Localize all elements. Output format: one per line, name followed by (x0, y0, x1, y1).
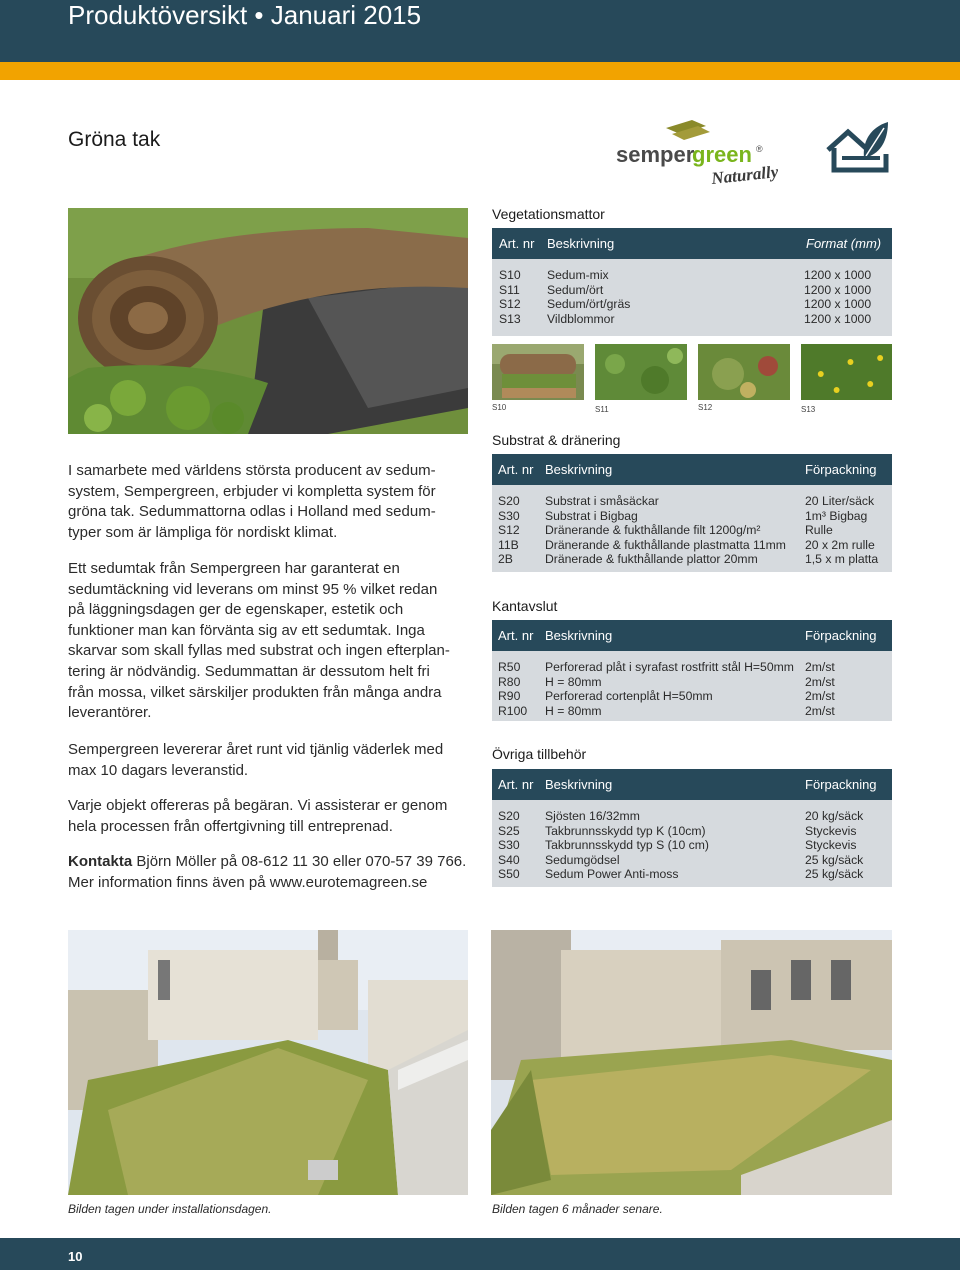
col-art-nr: Art. nr (499, 236, 535, 251)
delivery-paragraph (68, 740, 470, 781)
text-line: max 10 dagars leveranstid. (68, 761, 249, 779)
table-header (492, 228, 892, 259)
col-format: Format (mm) (806, 236, 882, 251)
cell-art: R50 (498, 660, 521, 674)
cell-art: S40 (498, 852, 520, 867)
cell-desc: Sedum Power Anti-moss (545, 867, 679, 882)
accent-stripe (0, 62, 960, 80)
text-line: typer som är lämpliga för nordiskt klimat. (68, 523, 338, 541)
thumb-label: S10 (492, 403, 507, 412)
cell-pack: 2m/st (805, 674, 835, 689)
col-forpackning: Förpackning (805, 462, 877, 477)
table-row (492, 494, 892, 509)
table-row (492, 509, 892, 524)
ovriga-table (492, 769, 892, 887)
more-info-line: Mer information finns även på www.eurotemagreen.se (68, 873, 428, 891)
sempergreen-logo (614, 118, 784, 190)
ovriga-heading: Övriga tillbehör (492, 746, 587, 762)
cell-desc: Sjösten 16/32mm (545, 809, 640, 823)
text-line: gröna tak. Sedummattorna odlas i Holland med sedum- (68, 503, 436, 521)
col-beskrivning: Beskrivning (545, 777, 613, 792)
page-header-title: Produktöversikt • Januari 2015 (68, 0, 422, 30)
kantavslut-heading: Kantavslut (492, 598, 558, 614)
table-row (492, 660, 892, 675)
col-art-nr: Art. nr (498, 462, 534, 477)
contact-line (68, 852, 470, 873)
cell-art: R80 (498, 674, 521, 689)
col-forpackning: Förpackning (805, 777, 877, 792)
table-row (492, 552, 892, 567)
cell-pack: 20 x 2m rulle (805, 537, 875, 552)
caption-left: Bilden tagen under installationsdagen. (68, 1202, 272, 1216)
text-line: från mossa, vilket särskiljer produkten från många andra (68, 683, 442, 701)
cell-pack: 1m³ Bigbag (805, 508, 868, 523)
cell-desc: Perforerad plåt i syrafast rostfritt stål H=50mm (545, 660, 794, 674)
cell-desc: Perforerad cortenplåt H=50mm (545, 689, 713, 704)
logo-tagline: Naturally (710, 162, 780, 188)
cell-desc: Sedum/ört (547, 282, 604, 297)
table-row (492, 675, 892, 690)
table-row (492, 704, 892, 719)
substrat-table (492, 454, 892, 572)
text-line: funktioner man kan förvänta sig av ett sedumtak. Inga (68, 621, 425, 639)
contact-paragraph (68, 852, 470, 893)
cell-desc: Dränerade & fukthållande plattor 20mm (545, 552, 758, 567)
cell-pack: Styckevis (805, 823, 857, 838)
thumb-s13-photo (801, 344, 892, 400)
cell-pack: Rulle (805, 523, 833, 538)
table-row (492, 523, 892, 538)
text-line: Ett sedumtak från Sempergreen har garanterat en (68, 560, 400, 577)
col-art-nr: Art. nr (498, 628, 534, 643)
page-number: 10 (68, 1249, 83, 1264)
table-row (492, 824, 892, 839)
cell-desc: Dränerande & fukthållande plastmatta 11mm (545, 537, 786, 552)
kantavslut-table (492, 620, 892, 721)
cell-art: S11 (499, 282, 520, 297)
cell-pack: 20 Liter/säck (805, 494, 875, 508)
logo-text-semper: semper (616, 142, 695, 167)
text-line: skarvar som skall fyllas med substrat och ingen efterplan- (68, 642, 450, 660)
table-row (492, 689, 892, 704)
table-row (492, 268, 892, 283)
cell-desc: Substrat i Bigbag (545, 508, 638, 523)
text-line: sedumtäckning vid leverans om minst 95 % vilket redan (68, 580, 438, 598)
table-row (492, 853, 892, 868)
vegetation-heading: Vegetationsmattor (492, 206, 605, 222)
footer-bar (0, 1238, 960, 1270)
section-title: Gröna tak (68, 128, 161, 151)
text-line: I samarbete med världens största producent av sedum- (68, 462, 436, 479)
cell-format: 1200 x 1000 (804, 268, 872, 282)
table-header (492, 769, 892, 800)
cell-art: 11B (498, 537, 519, 552)
substrat-heading: Substrat & dränering (492, 432, 621, 448)
logo-registered: ® (756, 144, 763, 154)
table-header (492, 454, 892, 485)
col-beskrivning: Beskrivning (545, 462, 613, 477)
cell-desc: Substrat i småsäckar (545, 494, 659, 508)
cell-art: R90 (498, 689, 521, 704)
six-months-later-photo (491, 930, 892, 1195)
text-line: system, Sempergreen, erbjuder vi kompletta system för (68, 482, 436, 500)
cell-pack: 2m/st (805, 689, 835, 704)
text-line: hela processen från offertgivning till entreprenad. (68, 817, 393, 835)
table-row (492, 283, 892, 298)
cell-art: R100 (498, 703, 528, 718)
cell-art: S13 (499, 311, 521, 326)
cell-format: 1200 x 1000 (804, 282, 872, 297)
thumb-s11-photo (595, 344, 687, 400)
col-art-nr: Art. nr (498, 777, 534, 792)
col-beskrivning: Beskrivning (547, 236, 615, 251)
cell-art: S20 (498, 809, 520, 823)
table-row (492, 538, 892, 553)
table-row (492, 867, 892, 882)
guarantee-paragraph (68, 559, 470, 724)
cell-format: 1200 x 1000 (804, 297, 872, 312)
cell-desc: H = 80mm (545, 674, 602, 689)
cell-pack: Styckevis (805, 838, 857, 853)
sedum-roll-photo (68, 208, 468, 434)
logo-text-green: green (692, 142, 752, 167)
house-leaf-icon (822, 118, 894, 176)
table-row (492, 809, 892, 824)
cell-desc: Vildblommor (547, 311, 615, 326)
thumb-s12-photo (698, 344, 790, 400)
cell-desc: Dränerande & fukthållande filt 1200g/m² (545, 523, 761, 538)
intro-paragraph (68, 461, 470, 543)
col-beskrivning: Beskrivning (545, 628, 613, 643)
cell-art: S10 (499, 268, 521, 282)
contact-label: Kontakta (68, 853, 133, 870)
cell-art: S20 (498, 494, 520, 508)
caption-right: Bilden tagen 6 månader senare. (492, 1202, 663, 1216)
cell-desc: Takbrunnsskydd typ S (10 cm) (545, 838, 709, 853)
table-row (492, 297, 892, 312)
cell-pack: 20 kg/säck (805, 809, 864, 823)
cell-art: S30 (498, 508, 520, 523)
cell-desc: H = 80mm (545, 703, 602, 718)
table-row (492, 838, 892, 853)
cell-art: 2B (498, 552, 513, 567)
cell-pack: 2m/st (805, 703, 835, 718)
thumb-label: S12 (698, 403, 713, 412)
vegetation-table (492, 228, 892, 336)
cell-pack: 25 kg/säck (805, 867, 864, 882)
text-line: leverantörer. (68, 704, 152, 722)
table-header (492, 620, 892, 651)
cell-desc: Sedum-mix (547, 268, 609, 282)
cell-art: S12 (499, 297, 521, 312)
cell-art: S50 (498, 867, 520, 882)
thumb-label: S13 (801, 405, 816, 414)
cell-desc: Takbrunnsskydd typ K (10cm) (545, 823, 706, 838)
cell-pack: 2m/st (805, 660, 835, 674)
cell-pack: 25 kg/säck (805, 852, 864, 867)
cell-art: S12 (498, 523, 520, 538)
text-line: Varje objekt offereras på begäran. Vi assisterar er genom (68, 797, 448, 814)
offer-paragraph (68, 796, 470, 837)
text-line: Sempergreen levererar året runt vid tjänlig väderlek med (68, 741, 444, 758)
text-line: på läggningsdagen ger de egenskaper, estetik och (68, 601, 404, 619)
text-line: tering är nödvändig. Sedummattan är dessutom helt fri (68, 662, 430, 680)
cell-format: 1200 x 1000 (804, 311, 872, 326)
table-row (492, 312, 892, 327)
cell-art: S25 (498, 823, 520, 838)
contact-text: Björn Möller på 08-612 11 30 eller 070-57 39 766. (132, 853, 467, 870)
thumb-label: S11 (595, 405, 609, 414)
cell-desc: Sedumgödsel (545, 852, 620, 867)
thumb-s10-photo (492, 344, 584, 400)
col-forpackning: Förpackning (805, 628, 877, 643)
cell-pack: 1,5 x m platta (805, 552, 879, 567)
installation-day-photo (68, 930, 468, 1195)
cell-art: S30 (498, 838, 520, 853)
cell-desc: Sedum/ört/gräs (547, 297, 631, 312)
